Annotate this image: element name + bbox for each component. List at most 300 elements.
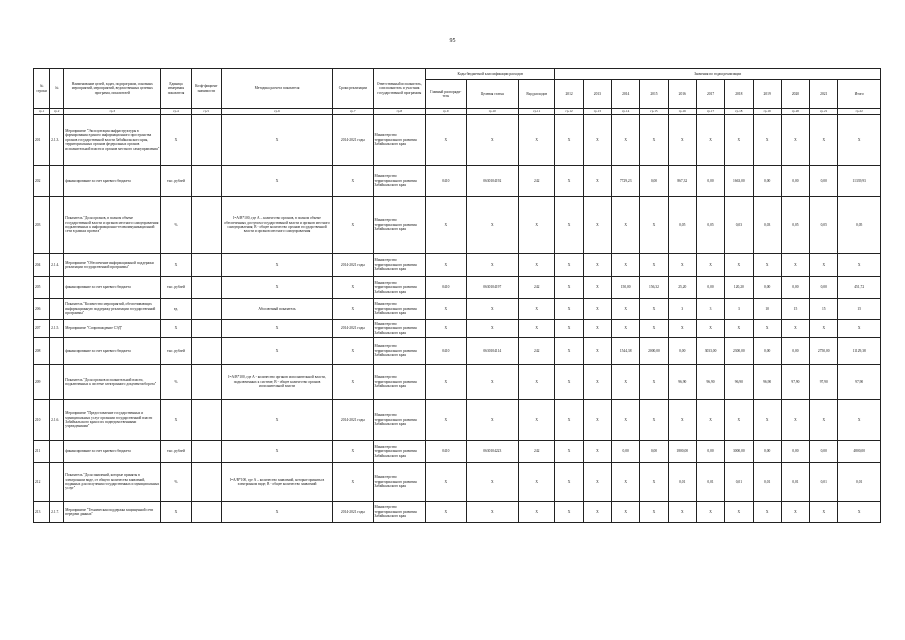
calc-method-cell: X <box>221 254 332 277</box>
table-body <box>34 109 881 523</box>
target-item-code-cell: X <box>466 365 519 400</box>
target-item-code-cell: X <box>466 254 519 277</box>
term-cell: 2014-2021 годы <box>333 502 373 523</box>
item-number-cell <box>50 441 64 463</box>
column-number: гр.17 <box>696 109 724 115</box>
calc-method-cell: I=А/В*100, где А – количество органов, в полном объеме обеспеченных доступом государственной власти и органов местного самоуправления; В - общее количество органов государственной власти и органов местного самоуправления <box>221 197 332 254</box>
main-manager-code-cell: 0410 <box>426 338 466 365</box>
total-cell: 4800,00 <box>838 441 881 463</box>
year-value-cell: X <box>555 115 583 166</box>
table-row <box>34 277 881 299</box>
item-number-cell: 2.1.3. <box>50 115 64 166</box>
year-value-cell: X <box>753 254 781 277</box>
target-item-code-cell: X <box>466 197 519 254</box>
expense-type-code-cell: X <box>519 400 555 441</box>
year-value-cell: X <box>612 254 640 277</box>
year-value-cell: X <box>725 115 753 166</box>
executor-cell: Министерство территориального развития Забайкальского края <box>373 166 426 197</box>
table-row <box>34 463 881 502</box>
year-value-cell: 0,03 <box>725 197 753 254</box>
expense-type-code-cell: X <box>519 115 555 166</box>
header-year: 2015 <box>640 80 668 109</box>
item-number-cell: 2.1.7. <box>50 502 64 523</box>
year-value-cell: 1544,38 <box>612 338 640 365</box>
coefficient-cell <box>191 463 221 502</box>
header-name: Наименование целей, задач, подпрограмм, основных мероприятий, мероприятий, ведомственных целевых программ, показателей <box>64 69 161 109</box>
row-number-cell: 212 <box>34 463 50 502</box>
year-value-cell: X <box>781 320 809 338</box>
year-value-cell: 0,00 <box>810 166 838 197</box>
item-number-cell <box>50 463 64 502</box>
item-number-cell <box>50 338 64 365</box>
year-value-cell: X <box>668 502 696 523</box>
year-value-cell: 25,20 <box>668 277 696 299</box>
header-method: Методика расчета показателя <box>221 69 332 109</box>
coefficient-cell <box>191 277 221 299</box>
target-item-code-cell: X <box>466 115 519 166</box>
coefficient-cell <box>191 338 221 365</box>
main-manager-code-cell: X <box>426 320 466 338</box>
year-value-cell: 0,01 <box>668 463 696 502</box>
term-cell: X <box>333 365 373 400</box>
item-name-cell: Мероприятие "Эксплуатация инфраструктуры в формирования единого информационного пространства органов государственной власти Забайкальского края, территориальных органов федеральных органов исполнительной власти и органов местного самоуправления" <box>64 115 161 166</box>
year-value-cell: X <box>640 197 668 254</box>
year-value-cell: X <box>696 400 724 441</box>
item-number-cell <box>50 299 64 320</box>
total-cell: 97,90 <box>838 365 881 400</box>
year-value-cell: 3 <box>668 299 696 320</box>
table-row <box>34 115 881 166</box>
table-row <box>34 365 881 400</box>
expense-type-code-cell: 242 <box>519 441 555 463</box>
year-value-cell: X <box>555 441 583 463</box>
unit-cell: X <box>161 400 191 441</box>
year-value-cell: 0,01 <box>725 463 753 502</box>
year-value-cell: 0,00 <box>781 441 809 463</box>
year-value-cell: X <box>583 254 611 277</box>
header-codes-group: Коды бюджетной классификации расходов <box>426 69 555 80</box>
item-number-cell: 2.1.4. <box>50 254 64 277</box>
year-value-cell: X <box>640 299 668 320</box>
target-item-code-cell: 0630104197 <box>466 277 519 299</box>
unit-cell: тыс. рублей <box>161 441 191 463</box>
target-item-code-cell: 0630104192 <box>466 166 519 197</box>
header-term: Сроки реализации <box>333 69 373 109</box>
year-value-cell: 0,01 <box>810 463 838 502</box>
year-value-cell: X <box>810 115 838 166</box>
target-item-code-cell: X <box>466 400 519 441</box>
main-manager-code-cell: X <box>426 365 466 400</box>
term-cell: 2014-2021 годы <box>333 400 373 441</box>
coefficient-cell <box>191 197 221 254</box>
year-value-cell: X <box>725 254 753 277</box>
unit-cell: % <box>161 365 191 400</box>
item-number-cell <box>50 197 64 254</box>
coefficient-cell <box>191 320 221 338</box>
year-value-cell: 10 <box>753 299 781 320</box>
year-value-cell: 0,00 <box>696 441 724 463</box>
total-cell: X <box>838 115 881 166</box>
item-name-cell: Показатель "Доля органов исполнительной власти, подключенных к системе электронного документооборота" <box>64 365 161 400</box>
target-item-code-cell: 0630104114 <box>466 338 519 365</box>
item-name-cell: финансирование за счет краевого бюджета <box>64 166 161 197</box>
year-value-cell: 1663,00 <box>725 166 753 197</box>
year-value-cell: X <box>753 115 781 166</box>
item-number-cell <box>50 277 64 299</box>
year-value-cell: 3000,00 <box>725 441 753 463</box>
total-cell: 0,05 <box>838 197 881 254</box>
year-value-cell: 0,01 <box>696 463 724 502</box>
year-value-cell: X <box>668 115 696 166</box>
year-value-cell: 2300,00 <box>725 338 753 365</box>
year-value-cell: 0,00 <box>640 441 668 463</box>
column-number: гр.18 <box>725 109 753 115</box>
column-number: гр.7 <box>333 109 373 115</box>
item-name-cell: финансирование за счет краевого бюджета <box>64 338 161 365</box>
year-value-cell: X <box>640 365 668 400</box>
year-value-cell: X <box>781 400 809 441</box>
item-number-cell: 2.1.5. <box>50 320 64 338</box>
main-manager-code-cell: X <box>426 400 466 441</box>
total-cell: 11129,38 <box>838 338 881 365</box>
total-cell: X <box>838 254 881 277</box>
calc-method-cell: X <box>221 277 332 299</box>
year-value-cell: X <box>583 463 611 502</box>
year-value-cell: 2750,00 <box>810 338 838 365</box>
unit-cell: X <box>161 115 191 166</box>
year-value-cell: 96,90 <box>696 365 724 400</box>
unit-cell: X <box>161 320 191 338</box>
header-year: 2012 <box>555 80 583 109</box>
target-item-code-cell: X <box>466 299 519 320</box>
header-total: Итого <box>838 80 881 109</box>
year-value-cell: X <box>612 463 640 502</box>
unit-cell: тыс. рублей <box>161 338 191 365</box>
unit-cell: тыс. рублей <box>161 277 191 299</box>
column-number: гр.19 <box>753 109 781 115</box>
unit-cell: % <box>161 197 191 254</box>
executor-cell: Министерство территориального развития Забайкальского края <box>373 502 426 523</box>
header-year: 2016 <box>668 80 696 109</box>
year-value-cell: X <box>640 115 668 166</box>
calc-method-cell: X <box>221 320 332 338</box>
year-value-cell: X <box>781 502 809 523</box>
expense-type-code-cell: 242 <box>519 166 555 197</box>
item-name-cell: Мероприятие "Обеспечение информационной поддержки реализации государственной программы" <box>64 254 161 277</box>
executor-cell: Министерство территориального развития Забайкальского края <box>373 277 426 299</box>
year-value-cell: 0,00 <box>753 166 781 197</box>
term-cell: 2014-2021 годы <box>333 320 373 338</box>
year-value-cell: 0,05 <box>810 197 838 254</box>
year-value-cell: X <box>668 254 696 277</box>
row-number-cell: 201 <box>34 115 50 166</box>
main-manager-code-cell: X <box>426 197 466 254</box>
column-number: гр.15 <box>640 109 668 115</box>
expense-type-code-cell: 242 <box>519 277 555 299</box>
item-number-cell: 2.1.6. <box>50 400 64 441</box>
item-name-cell: Показатель "Доля заявлений, которые приняты в электронном виде, от общего количества заявлений, поданных для получения государственных и муниципальных услуг" <box>64 463 161 502</box>
column-number: гр.11 <box>519 109 555 115</box>
total-cell: X <box>838 502 881 523</box>
year-value-cell: 120,20 <box>725 277 753 299</box>
term-cell: X <box>333 166 373 197</box>
year-value-cell: X <box>668 400 696 441</box>
table-row <box>34 400 881 441</box>
year-value-cell: X <box>612 400 640 441</box>
row-number-cell: 208 <box>34 338 50 365</box>
year-value-cell: X <box>725 502 753 523</box>
column-number: гр.4 <box>161 109 191 115</box>
term-cell: X <box>333 299 373 320</box>
year-value-cell: 0,00 <box>640 166 668 197</box>
row-number-cell: 203 <box>34 197 50 254</box>
year-value-cell: 0,01 <box>781 463 809 502</box>
total-cell: 11339,93 <box>838 166 881 197</box>
year-value-cell: 150,00 <box>612 277 640 299</box>
year-value-cell: X <box>640 320 668 338</box>
row-number-cell: 206 <box>34 299 50 320</box>
year-value-cell: X <box>612 365 640 400</box>
year-value-cell: X <box>583 197 611 254</box>
row-number-cell: 204 <box>34 254 50 277</box>
target-item-code-cell: 0630104223 <box>466 441 519 463</box>
year-value-cell: 0,00 <box>781 166 809 197</box>
program-table <box>33 68 881 523</box>
year-value-cell: X <box>583 299 611 320</box>
year-value-cell: 0,00 <box>753 441 781 463</box>
calc-method-cell: X <box>221 166 332 197</box>
calc-method-cell: X <box>221 400 332 441</box>
year-value-cell: 97,90 <box>781 365 809 400</box>
year-value-cell: 96,90 <box>668 365 696 400</box>
table-row <box>34 338 881 365</box>
header-values-group: Значения по годам реализации <box>555 69 881 80</box>
row-number-cell: 210 <box>34 400 50 441</box>
coefficient-cell <box>191 400 221 441</box>
main-manager-code-cell: 0410 <box>426 166 466 197</box>
year-value-cell: 0,00 <box>781 277 809 299</box>
column-number: гр.9 <box>426 109 466 115</box>
year-value-cell: X <box>810 320 838 338</box>
year-value-cell: X <box>555 277 583 299</box>
header-unit: Единица измерения показателя <box>161 69 191 109</box>
item-name-cell: финансирование за счет краевого бюджета <box>64 441 161 463</box>
year-value-cell: X <box>696 254 724 277</box>
main-manager-code-cell: X <box>426 463 466 502</box>
unit-cell: % <box>161 463 191 502</box>
term-cell: X <box>333 441 373 463</box>
calc-method-cell: X <box>221 441 332 463</box>
header-row-no: № строки <box>34 69 50 109</box>
column-number: гр.21 <box>810 109 838 115</box>
year-value-cell: 3033,00 <box>696 338 724 365</box>
year-value-cell: X <box>612 502 640 523</box>
term-cell: X <box>333 197 373 254</box>
year-value-cell: X <box>583 441 611 463</box>
year-value-cell: X <box>583 115 611 166</box>
year-value-cell: 97,90 <box>810 365 838 400</box>
year-value-cell: X <box>696 115 724 166</box>
year-value-cell: 3 <box>696 299 724 320</box>
year-value-cell: X <box>696 502 724 523</box>
year-value-cell: 0,00 <box>810 441 838 463</box>
year-value-cell: 0,05 <box>668 197 696 254</box>
year-value-cell: X <box>555 463 583 502</box>
year-value-cell: 0,01 <box>753 463 781 502</box>
year-value-cell: X <box>668 320 696 338</box>
executor-cell: Министерство территориального развития Забайкальского края <box>373 338 426 365</box>
header-year: 2013 <box>583 80 611 109</box>
year-value-cell: X <box>612 197 640 254</box>
column-number: гр.10 <box>466 109 519 115</box>
unit-cell: X <box>161 254 191 277</box>
column-number: гр.12 <box>555 109 583 115</box>
calc-method-cell: I=А/В*100, где А – количество заявлений, которые приняты в электронном виде; В - общее количество заявлений <box>221 463 332 502</box>
column-number: гр.5 <box>191 109 221 115</box>
executor-cell: Министерство территориального развития Забайкальского края <box>373 320 426 338</box>
term-cell: X <box>333 463 373 502</box>
term-cell: 2014-2021 годы <box>333 254 373 277</box>
coefficient-cell <box>191 115 221 166</box>
table-row <box>34 254 881 277</box>
year-value-cell: 0,03 <box>753 197 781 254</box>
item-name-cell: Мероприятие "Техническая поддержка защищенной сети передачи данных" <box>64 502 161 523</box>
expense-type-code-cell: X <box>519 197 555 254</box>
term-cell: X <box>333 338 373 365</box>
expense-type-code-cell: X <box>519 463 555 502</box>
calc-method-cell: I=А/В*100, где А - количество органов исполнительной власти, подключенных к системе; В - общее количество органов исполнительной власти <box>221 365 332 400</box>
unit-cell: ед. <box>161 299 191 320</box>
header-year: 2014 <box>612 80 640 109</box>
year-value-cell: 156,32 <box>640 277 668 299</box>
year-value-cell: 3 <box>725 299 753 320</box>
item-number-cell <box>50 166 64 197</box>
year-value-cell: 2000,00 <box>640 338 668 365</box>
main-manager-code-cell: X <box>426 502 466 523</box>
executor-cell: Министерство территориального развития Забайкальского края <box>373 400 426 441</box>
year-value-cell: X <box>640 400 668 441</box>
year-value-cell: 0,00 <box>753 338 781 365</box>
year-value-cell: X <box>555 197 583 254</box>
row-number-cell: 202 <box>34 166 50 197</box>
year-value-cell: 7729,23 <box>612 166 640 197</box>
year-value-cell: 0,00 <box>696 166 724 197</box>
row-number-cell: 213 <box>34 502 50 523</box>
year-value-cell: X <box>583 277 611 299</box>
year-value-cell: 0,00 <box>696 277 724 299</box>
year-value-cell: 0,00 <box>781 338 809 365</box>
expense-type-code-cell: 242 <box>519 338 555 365</box>
row-number-cell: 207 <box>34 320 50 338</box>
executor-cell: Министерство территориального развития Забайкальского края <box>373 254 426 277</box>
header-expense-type: Вид расходов <box>519 80 555 109</box>
coefficient-cell <box>191 441 221 463</box>
year-value-cell: 96,90 <box>725 365 753 400</box>
expense-type-code-cell: X <box>519 254 555 277</box>
year-value-cell: X <box>555 254 583 277</box>
term-cell: 2014-2021 годы <box>333 115 373 166</box>
item-name-cell: Мероприятие "Предоставление государственных и муниципальных услуг органами государственной власти Забайкальского края и их подведомственными учреждениями" <box>64 400 161 441</box>
year-value-cell: 15 <box>810 299 838 320</box>
item-number-cell <box>50 365 64 400</box>
year-value-cell: X <box>612 320 640 338</box>
item-name-cell: Показатель "Доля органов, в полном объеме государственной власти и органов местного самоуправления подключенных к информационно-телекоммуникационной сети в рамках проекта" <box>64 197 161 254</box>
year-value-cell: X <box>583 365 611 400</box>
expense-type-code-cell: X <box>519 320 555 338</box>
column-number: гр.14 <box>612 109 640 115</box>
header-year: 2017 <box>696 80 724 109</box>
year-value-cell: X <box>555 166 583 197</box>
year-value-cell: X <box>640 502 668 523</box>
row-number-cell: 205 <box>34 277 50 299</box>
year-value-cell: X <box>612 299 640 320</box>
header-main-manager: Главный распоряди-тель <box>426 80 466 109</box>
year-value-cell: 0,00 <box>612 441 640 463</box>
unit-cell: X <box>161 502 191 523</box>
column-number: гр.3 <box>64 109 161 115</box>
year-value-cell: X <box>555 400 583 441</box>
total-cell: X <box>838 320 881 338</box>
column-number: гр.6 <box>221 109 332 115</box>
header-no: № <box>50 69 64 109</box>
column-number: гр.22 <box>838 109 881 115</box>
coefficient-cell <box>191 166 221 197</box>
column-number: гр.13 <box>583 109 611 115</box>
page-number: 95 <box>449 38 456 44</box>
year-value-cell: X <box>696 320 724 338</box>
year-value-cell: X <box>753 320 781 338</box>
year-value-cell: X <box>753 502 781 523</box>
executor-cell: Министерство территориального развития Забайкальского края <box>373 365 426 400</box>
column-number: гр.20 <box>781 109 809 115</box>
header-year: 2018 <box>725 80 753 109</box>
year-value-cell: 867,32 <box>668 166 696 197</box>
year-value-cell: X <box>555 365 583 400</box>
calc-method-cell: X <box>221 338 332 365</box>
table-row <box>34 502 881 523</box>
executor-cell: Министерство территориального развития Забайкальского края <box>373 441 426 463</box>
year-value-cell: X <box>583 338 611 365</box>
year-value-cell: 0,00 <box>753 277 781 299</box>
year-value-cell: X <box>725 320 753 338</box>
executor-cell: Министерство территориального развития Забайкальского края <box>373 299 426 320</box>
year-value-cell: X <box>583 320 611 338</box>
calc-method-cell: X <box>221 502 332 523</box>
total-cell: 0,01 <box>838 463 881 502</box>
term-cell: X <box>333 277 373 299</box>
year-value-cell: 0,05 <box>781 197 809 254</box>
total-cell: 15 <box>838 299 881 320</box>
row-number-cell: 209 <box>34 365 50 400</box>
header-coef: Коэф-фициент значимости <box>191 69 221 109</box>
coefficient-cell <box>191 254 221 277</box>
coefficient-cell <box>191 299 221 320</box>
expense-type-code-cell: X <box>519 365 555 400</box>
year-value-cell: X <box>555 338 583 365</box>
year-value-cell: 0,05 <box>696 197 724 254</box>
year-value-cell: 1800,00 <box>668 441 696 463</box>
column-number: гр.1 <box>34 109 50 115</box>
unit-cell: тыс. рублей <box>161 166 191 197</box>
year-value-cell: 0,00 <box>668 338 696 365</box>
main-manager-code-cell: X <box>426 115 466 166</box>
target-item-code-cell: X <box>466 463 519 502</box>
table-row <box>34 441 881 463</box>
table-row <box>34 299 881 320</box>
year-value-cell: X <box>753 400 781 441</box>
year-value-cell: X <box>555 299 583 320</box>
year-value-cell: X <box>640 254 668 277</box>
